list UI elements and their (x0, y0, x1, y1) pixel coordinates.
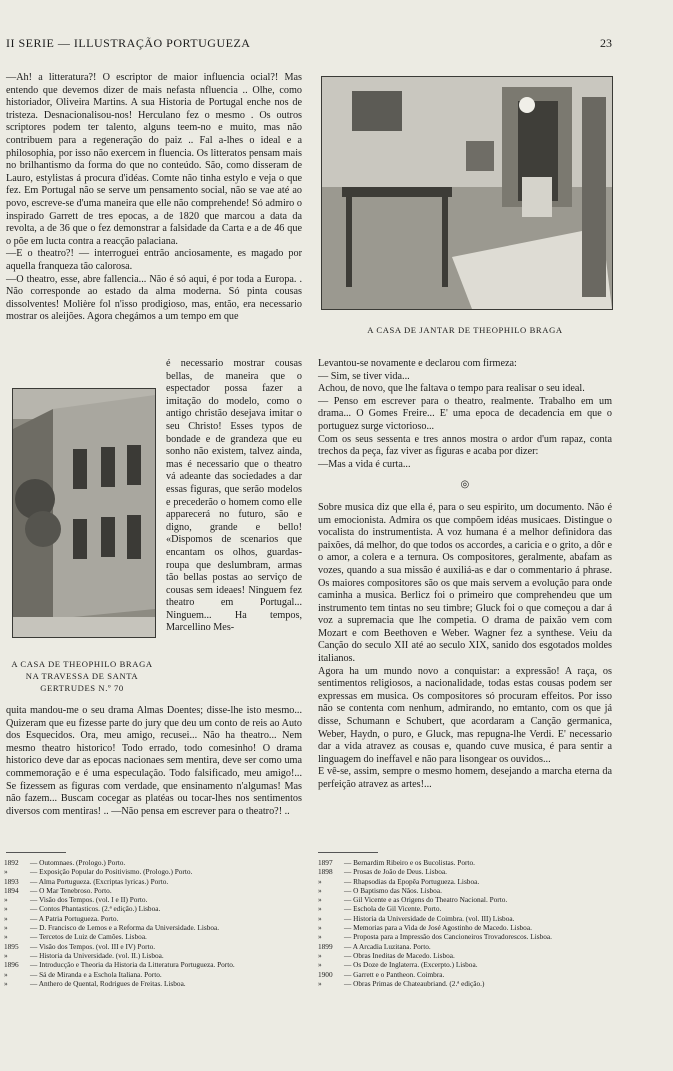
entry-title: — Alma Portugueza. (Excriptas lyricas.) Porto. (30, 876, 169, 886)
footnote-rule (318, 852, 378, 853)
entry-year: » (318, 913, 322, 923)
entry-year: » (4, 904, 8, 914)
entry-year: 1899 (318, 941, 333, 951)
bibliography-entry (4, 951, 302, 960)
right-paragraph: Achou, de novo, que lhe faltava o tempo para realisar o seu ideal. (318, 383, 585, 395)
entry-year: » (318, 895, 322, 905)
entry-year: » (4, 923, 8, 933)
left-continuation (6, 705, 302, 818)
entry-title: — A Arcadia Luzitana. Porto. (344, 941, 431, 951)
bibliography-entry (318, 932, 612, 941)
bibliography-entry (318, 895, 612, 904)
entry-year: 1893 (4, 876, 19, 886)
bibliography-entry (4, 895, 302, 904)
section-ornament: ◎ (460, 479, 470, 491)
left-column (6, 72, 302, 324)
running-title: II SERIE — ILLUSTRAÇÃO PORTUGUEZA (6, 36, 251, 50)
entry-year: 1895 (4, 941, 19, 951)
left-paragraph: —Ah! a litteratura?! O escriptor de maior influencia ocial?! Mas entendo que devemos dizer de mais nefasta nfluencia .. Olhe, como historiador, Oliveira Martins. A sua Historia de Portugal enche nos de tristeza. Desnacionalisou-nos! Herculano fez o mesmo . Os outros scriptores podem ter talento, alguns teem-no e muito, mas não contribuem para a regeneração do paiz .. Fal a-lhes o ideal e a philosophia, por isso não exercem in fluencia. Os litteratos pensam mais no brilhantismo da forma do que no conteúdo. São, como disseram de Lauro, estylistas á procura d'idéas. Comte não tinha estylo e veja o que fez. Em Portugal não se serve um pensamento social, não se vae até ao povo, escreve-se d'uma maneira que elle não comprehende! Só admiro o inspirado Garrett de tres epocas, a de 1820 que marcou a data da revolta, a de 36 que o fez demonstrar a falsidade da Carta e a de 46 que o põe em lucta contra a reacção palaciana. (6, 72, 302, 247)
entry-title: — Proposta para a Impressão dos Cancioneiros Trovadorescos. Lisboa. (344, 932, 552, 942)
entry-year: » (4, 978, 8, 988)
entry-year: » (4, 950, 8, 960)
entry-title: — Tercetos de Luiz de Camões. Lisboa. (30, 932, 147, 942)
bibliography-left (4, 858, 302, 988)
entry-year: » (4, 895, 8, 905)
entry-title: — Os Doze de Inglaterra. (Excerpto.) Lisboa. (344, 960, 478, 970)
bibliography-entry (4, 867, 302, 876)
entry-title: — Eschola de Gil Vicente. Porto. (344, 904, 442, 914)
footnote-rule (6, 852, 66, 853)
entry-title: — Memorias para a Vida de José Agostinho de Macedo. Lisboa. (344, 923, 532, 933)
right-paragraph: — Sim, se tiver vida... (318, 370, 410, 382)
entry-title: — Outomnaes. (Prologo.) Porto. (30, 858, 126, 867)
entry-year: » (318, 876, 322, 886)
bibliography-entry (4, 979, 302, 988)
bibliography-entry (318, 858, 612, 867)
bibliography-entry (318, 914, 612, 923)
left-paragraph: —E o theatro?! — interroguei entrão anciosamente, es magado por aquella franqueza tão calorosa. (6, 248, 302, 272)
entry-year: » (318, 960, 322, 970)
entry-year: 1897 (318, 858, 333, 867)
entry-title: — Obras Ineditas de Macedo. Lisboa. (344, 950, 455, 960)
entry-title: — Visão dos Tempos. (vol. III e IV) Porto. (30, 941, 156, 951)
entry-title: — O Mar Tenebroso. Porto. (30, 885, 112, 895)
bibliography-entry (318, 904, 612, 913)
entry-year: 1892 (4, 858, 19, 867)
bibliography-entry (4, 942, 302, 951)
bibliography-entry (318, 942, 612, 951)
right-paragraph: — Penso em escrever para o theatro, realmente. Trabalho em um drama... O Gomes Freire... E' uma epoca de decadencia em que o portuguez surge victorioso... (318, 395, 612, 432)
continuation-text: quita mandou-me o seu drama Almas Doentes; disse-lhe isto mesmo... Quizeram que eu fizesse parte do jury que deu um conto de reis ao Auto dos Esquecidos. Ora, meu amigo, recusei... Não ha theatro... Nem mesmo theatro historico! Todo errado, todo comesinho! O drama historico deve dar as epocas nacionaes sem mentira, deve ser como uma commemoração e é uma especulação. Todo falsificado, meu amigo!... Se fizessem as figuras com verdade, que ensinamento n'algumas! Mas não fazem... Buscam cocegar as platéas ou tocar-lhes nos sentimentos diversos com mentiras! .. —Não pensa em escrever para o theatro?! .. (6, 705, 302, 817)
bibliography-entry (4, 877, 302, 886)
entry-year: » (4, 867, 8, 877)
bibliography-entry (318, 867, 612, 876)
wrapped-text: é necessario mostrar cousas bellas, de maneira que o espectador possa fazer a imitação do modelo, como o antigo christão desejava imitar o seu Christo! Esses typos de bondade e de grandeza que eu sonho não existem, talvez ainda, mas é necessario que o theatro vá adeante das sociedades a dar essas figuras, que serão modelos e precederão o homem como elle apparecerá no futuro, são e digno, grande e bello! «Dispomos de scenarios que encantam os olhos, guardas-roupa que deslumbram, armas tão bellas postas ao serviço de cousas sem ideaes! Ninguem fez theatro em Portugal... Ninguem... Ha tempos, Marcellino Mes- (166, 358, 302, 634)
entry-title: — Gil Vicente e as Origens do Theatro Nacional. Porto. (344, 895, 508, 905)
bibliography-entry (4, 932, 302, 941)
right-paragraph: —Mas a vida é curta... (318, 458, 411, 470)
entry-title: — Prosas de João de Deus. Lisboa. (344, 867, 447, 877)
bibliography-entry (4, 923, 302, 932)
entry-title: — D. Francisco de Lemos e a Reforma da Universidade. Lisboa. (30, 923, 220, 933)
left-paragraph: —O theatro, esse, abre fallencia... Não é só aqui, é por toda a Europa. . Não corresponde ao estado da alma moderna. Só pinta cousas dissolventes! Molière fol n'isso prodigioso, mas, então, era necessario mostrar os aleijões. Agora chegámos a um tempo em que (6, 273, 302, 323)
right-paragraph: Agora ha um mundo novo a conquistar: a expressão! A raça, os sentimentos religiosos, a nacionalidade, todas estas cousas podem ser expressas em musica. Os compositores só procuram effeitos. Por isso não se contenta com nenhum, admirando, no emtanto, com os que já disse, Schumann e Schubert, que acordaram a Canção germanica, Weber, Haydn, o puro, e Gluck, mas repugna-lhe Verdi. E' necessario dar a vida atravez as cousas e, quando cuve musica, é para sentir a linguagem do ineffavel e não para lisongear os ouvidos... (318, 665, 612, 765)
right-paragraph: Com os seus sessenta e tres annos mostra o ardor d'um rapaz, conta trechos da peça, faz viver as figuras e acaba por dizer: (318, 433, 612, 458)
entry-year: 1900 (318, 969, 333, 979)
dining-photo-caption: A CASA DE JANTAR DE THEOPHILO BRAGA (367, 325, 563, 335)
entry-year: » (318, 885, 322, 895)
entry-title: — Contos Phantasticos. (2.ª edição.) Lisboa. (30, 904, 161, 914)
right-paragraph: Sobre musica diz que ella é, para o seu espirito, um documento. Não é um emocionista. Admira os que compõem idéas musicaes. Distingue o vocalista do instrumentista. A voz humana é a melhor definidora das paixões, dá melhor, do que todos os accordes, a caricia e o grito, a dôr e o amor, a colera e a ternura. Os compositores, geralmente, abafam as vozes, quando a sua missão é auxiliá-as e dar o commentario á phrase. Os maiores compositores são os que mais servem a evolução para onde caminha a musica. Berlicz foi o primeiro que comprehendeu que um instrumento tem tintas no seu timbre; Gluck foi o que começou a dar á voz a supremacia que lhe competia. O drama de paixão vem com Mozart e com Beethoven e Weber. Wagner fez a synthese. Veiu da Canção do seculo XII até ao seculo XIX, sanido dos esgotados moldes italianos. (318, 501, 612, 665)
bibliography-entry (318, 960, 612, 969)
bibliography-entry (4, 886, 302, 895)
right-paragraph: Levantou-se novamente e declarou com firmeza: (318, 358, 517, 369)
entry-year: » (4, 913, 8, 923)
entry-title: — Rhapsodias da Epopêa Portugueza. Lisboa. (344, 876, 480, 886)
bibliography-entry (4, 914, 302, 923)
house-photo-caption: A CASA DE THEOPHILO BRAGA NA TRAVESSA DE SANTA GERTRUDES N.º 70 (11, 659, 153, 693)
entry-year: » (318, 932, 322, 942)
entry-year: » (4, 932, 8, 942)
right-paragraph: E vê-se, assim, sempre o mesmo homem, desejando a marcha eterna da perfeição atravez as artes!... (318, 766, 612, 790)
entry-title: — Bernardim Ribeiro e os Bucolistas. Porto. (344, 858, 475, 867)
bibliography-entry (318, 923, 612, 932)
entry-year: » (318, 904, 322, 914)
right-column (318, 358, 612, 792)
wrapped-paragraph (166, 358, 302, 635)
bibliography-entry (318, 951, 612, 960)
entry-title: — Historia da Universidade. (vol. II.) Lisboa. (30, 950, 164, 960)
entry-year: » (318, 978, 322, 988)
bibliography-entry (4, 970, 302, 979)
page-number: 23 (600, 36, 612, 50)
bibliography-entry (318, 877, 612, 886)
page-header (6, 36, 612, 56)
bibliography-entry (4, 904, 302, 913)
bibliography-entry (318, 886, 612, 895)
entry-title: — Exposição Popular do Positivismo. (Prologo.) Porto. (30, 867, 193, 877)
entry-year: 1894 (4, 885, 19, 895)
dining-room-photo (321, 76, 613, 310)
entry-title: — A Patria Portugueza. Porto. (30, 913, 119, 923)
entry-title: — Visão dos Tempos. (vol. I e II) Porto. (30, 895, 148, 905)
bibliography-entry (318, 979, 612, 988)
entry-year: 1898 (318, 867, 333, 877)
entry-year: » (318, 950, 322, 960)
entry-year: » (318, 923, 322, 933)
bibliography-right (318, 858, 612, 988)
entry-title: — Introducção e Theoria da Historia da Litteratura Portugueza. Porto. (30, 960, 235, 970)
entry-title: — Sá de Miranda e a Eschola Italiana. Porto. (30, 969, 162, 979)
entry-year: » (4, 969, 8, 979)
bibliography-entry (318, 970, 612, 979)
entry-title: — Obras Primas de Chateaubriand. (2.ª edição.) (344, 978, 485, 988)
bibliography-entry (4, 960, 302, 969)
entry-title: — O Baptismo das Nãos. Lisboa. (344, 885, 442, 895)
house-photo (12, 388, 156, 638)
entry-year: 1896 (4, 960, 19, 970)
entry-title: — Historia da Universidade de Coimbra. (vol. III) Lisboa. (344, 913, 515, 923)
entry-title: — Garrett e o Pantheon. Coimbra. (344, 969, 445, 979)
entry-title: — Anthero de Quental, Rodrigues de Freitas. Lisboa. (30, 978, 186, 988)
bibliography-entry (4, 858, 302, 867)
